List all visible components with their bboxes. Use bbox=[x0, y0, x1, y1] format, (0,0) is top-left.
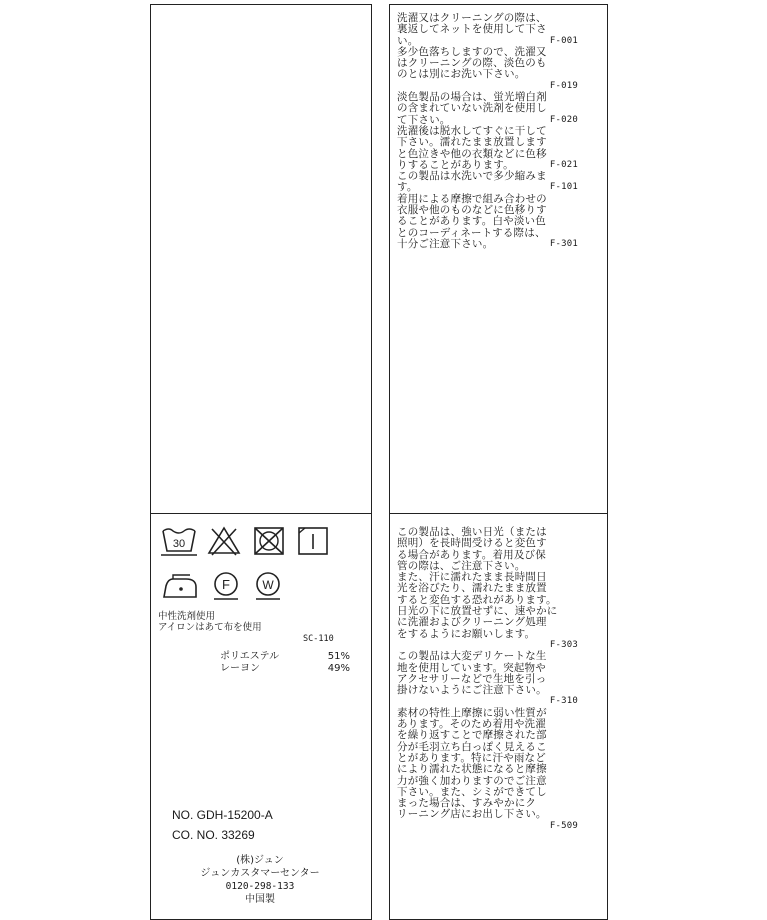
note-line bbox=[397, 137, 578, 148]
note-text: をするようにお願いします。 bbox=[397, 627, 536, 640]
note-line bbox=[397, 171, 578, 182]
note-text: 地を使用しています。突起物や bbox=[397, 661, 546, 674]
co-number: CO. NO. 33269 bbox=[172, 828, 255, 842]
note-code: F-301 bbox=[549, 238, 578, 249]
note-line bbox=[397, 239, 578, 250]
care-notes-top bbox=[397, 13, 578, 250]
instruction-detergent: 中性洗剤使用 bbox=[158, 611, 216, 622]
note-text: 下さい。濡れたまま放置します bbox=[397, 136, 547, 149]
note-line bbox=[397, 216, 578, 227]
note-text: 裏返してネットを使用して下さ bbox=[397, 23, 547, 36]
fiber-name: ポリエステル bbox=[220, 651, 280, 662]
note-text: 十分ご注意下さい。 bbox=[397, 237, 494, 250]
fiber-row bbox=[220, 651, 350, 663]
note-text: すると変色する恐れがあります。 bbox=[397, 593, 557, 606]
note-text: 洗濯後は脱水してすぐに干して bbox=[397, 124, 547, 137]
note-text: て下さい。 bbox=[397, 113, 451, 126]
care-notes-bottom bbox=[397, 527, 578, 832]
maker-phone: 0120-298-133 bbox=[225, 881, 295, 892]
note-code: F-021 bbox=[549, 159, 578, 170]
note-text: のとは別にお洗い下さい。 bbox=[397, 68, 526, 81]
note-text: により濡れた状態になると摩擦 bbox=[397, 763, 547, 776]
note-text: と色泣きや他の衣類などに色移 bbox=[397, 147, 547, 160]
note-text: この製品は水洗いで多少縮みま bbox=[397, 170, 547, 183]
note-text: す。 bbox=[397, 181, 418, 194]
note-line bbox=[397, 538, 578, 549]
note-text: 分が毛羽立ち白っぽく見えるこ bbox=[397, 740, 547, 753]
note-code: F-020 bbox=[549, 114, 578, 125]
note-text: 着用による摩擦で組み合わせの bbox=[397, 192, 547, 205]
right-panel-divider bbox=[389, 513, 608, 514]
note-text: とがあります。特に汗や雨など bbox=[397, 751, 546, 764]
note-line bbox=[397, 617, 578, 628]
product-number: NO. GDH-15200-A bbox=[172, 808, 273, 822]
maker-info bbox=[175, 854, 345, 906]
note-text: この製品は、強い日光（または bbox=[397, 526, 547, 538]
note-text: また、汗に濡れたまま長時間日 bbox=[397, 571, 547, 584]
note-text: 衣服や他のものなどに色移りす bbox=[397, 204, 547, 217]
note-line bbox=[397, 821, 578, 832]
fiber-composition bbox=[220, 651, 350, 675]
note-text: ることがあります。白や淡い色 bbox=[397, 215, 546, 228]
note-text: を繰り返すことで摩擦された部 bbox=[397, 729, 547, 742]
no-tumble-dry-icon bbox=[252, 525, 286, 557]
note-text: 掛けないようにご注意下さい。 bbox=[397, 684, 547, 697]
note-code: F-310 bbox=[549, 696, 578, 707]
no-bleach-icon bbox=[206, 525, 242, 557]
note-line bbox=[397, 651, 578, 662]
note-text: 下さい。また、シミができてし bbox=[397, 785, 547, 798]
line-dry-icon bbox=[296, 525, 330, 557]
note-text: 洗濯又はクリーニングの際は、 bbox=[397, 12, 547, 24]
maker-center: ジュンカスタマーセンター bbox=[200, 868, 320, 879]
note-code: F-509 bbox=[549, 820, 578, 831]
note-line bbox=[397, 809, 578, 820]
note-code: F-001 bbox=[549, 35, 578, 46]
note-code: F-019 bbox=[549, 80, 578, 91]
note-text: い。 bbox=[397, 34, 419, 47]
note-text: 素材の特性上摩擦に弱い性質が bbox=[397, 706, 547, 719]
fiber-name: レーヨン bbox=[220, 663, 260, 674]
wet-clean-w-icon bbox=[252, 570, 284, 602]
dry-clean-letter: F bbox=[222, 577, 230, 592]
fiber-percent: 51% bbox=[327, 651, 350, 662]
note-text: あります。そのため着用や洗濯 bbox=[397, 718, 546, 731]
note-line bbox=[397, 685, 578, 696]
maker-origin: 中国製 bbox=[245, 894, 275, 905]
note-line bbox=[397, 629, 578, 640]
left-panel-divider bbox=[150, 513, 372, 514]
note-line bbox=[397, 730, 578, 741]
note-line bbox=[397, 24, 578, 35]
note-text: リーニング店にお出し下さい。 bbox=[397, 808, 547, 821]
note-text: とのコーディネートする際は、 bbox=[397, 226, 546, 239]
note-text: 多少色落ちしますので、洗濯又 bbox=[397, 45, 547, 58]
note-text: はクリーニングの際、淡色のも bbox=[397, 57, 547, 70]
note-text: の含まれていない洗剤を使用し bbox=[397, 102, 547, 115]
note-line bbox=[397, 103, 578, 114]
note-line bbox=[397, 764, 578, 775]
fiber-row bbox=[220, 663, 350, 675]
note-text: 日光の下に放置せずに、速やかに bbox=[397, 605, 558, 618]
maker-company: (株)ジュン bbox=[236, 855, 284, 866]
wash-30-icon bbox=[160, 525, 198, 557]
note-text: る場合があります。着用及び保 bbox=[397, 548, 546, 561]
wet-clean-letter: W bbox=[262, 578, 274, 592]
iron-low-icon bbox=[160, 570, 200, 602]
note-text: まった場合は、すみやかにク bbox=[397, 797, 537, 810]
note-text: 光を浴びたり、濡れたまま放置 bbox=[397, 582, 547, 595]
instruction-iron: アイロンはあて布を使用 bbox=[158, 622, 262, 633]
note-text: 管の際は、ご注意下さい。 bbox=[397, 559, 526, 572]
note-text: アクセサリーなどで生地を引っ bbox=[397, 672, 547, 685]
note-text: に洗濯およびクリーニング処理 bbox=[397, 616, 547, 629]
note-text: この製品は大変デリケートな生 bbox=[397, 650, 547, 663]
fiber-percent: 49% bbox=[327, 663, 350, 674]
note-text: 力が強く加わりますのでご注意 bbox=[397, 774, 547, 787]
note-code: F-303 bbox=[549, 639, 578, 650]
note-text: りすることがあります。 bbox=[397, 158, 514, 171]
label-code: SC-110 bbox=[303, 634, 334, 644]
note-text: 淡色製品の場合は、蛍光増白剤 bbox=[397, 91, 547, 104]
note-line bbox=[397, 69, 578, 80]
wash-temp-text: 30 bbox=[172, 538, 186, 550]
left-label-panel bbox=[150, 4, 372, 920]
note-text: 照明）を長時間受けると変色す bbox=[397, 537, 547, 550]
note-code: F-101 bbox=[549, 182, 578, 193]
dry-clean-f-icon bbox=[210, 570, 242, 602]
